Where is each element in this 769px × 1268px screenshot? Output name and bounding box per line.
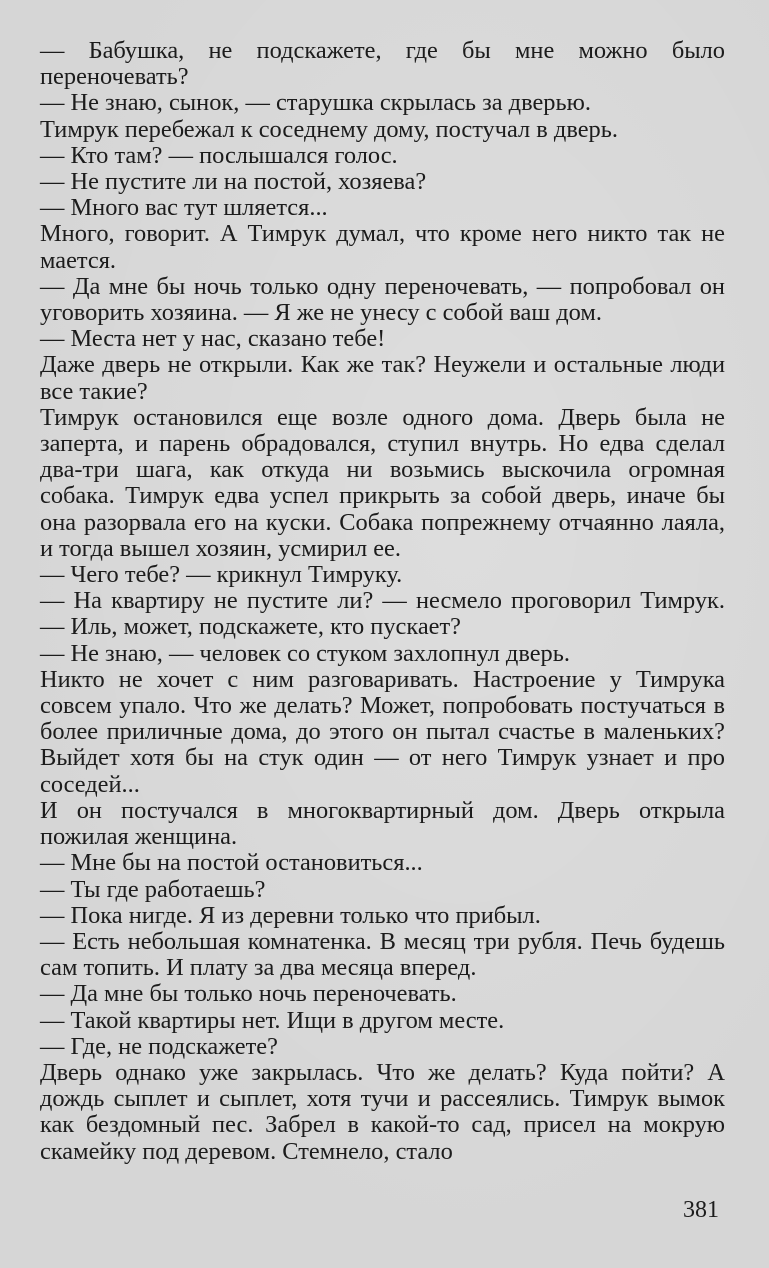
page-text	[40, 38, 725, 1165]
paragraph-12: — Чего тебе? — крикнул Тимруку.	[40, 561, 403, 589]
paragraph-10: Даже дверь не открыли. Как же так? Неужели и остальные люди все такие?	[40, 351, 725, 405]
paragraph-7: Много, говорит. А Тимрук думал, что кроме него никто так не мается.	[40, 220, 725, 274]
paragraph-15: Никто не хочет с ним разговаривать. Настроение у Тимрука совсем упало. Что же делать? Может, попробовать постучаться в более приличные дома, до этого он пытал счастье в маленьких? Выйдет хотя бы на стук один — от него Тимрук узнает и про соседей...	[40, 665, 725, 798]
paragraph-13: — На квартиру не пустите ли? — несмело проговорил Тимрук. — Иль, может, подскажете, кто пускает?	[40, 587, 725, 641]
paragraph-3: Тимрук перебежал к соседнему дому, постучал в дверь.	[40, 115, 618, 143]
paragraph-20: — Есть небольшая комнатенка. В месяц три рубля. Печь будешь сам топить. И плату за два месяца вперед.	[40, 927, 725, 982]
paragraph-8: — Да мне бы ночь только одну переночевать, — попробовал он уговорить хозяина. — Я же не унесу с собой ваш дом.	[40, 272, 725, 327]
paragraph-1: — Бабушка, не подскажете, где бы мне можно было переночевать?	[40, 37, 725, 91]
paragraph-4: — Кто там? — послышался голос.	[40, 141, 398, 169]
paragraph-19: — Пока нигде. Я из деревни только что прибыл.	[40, 901, 541, 929]
paragraph-5: — Не пустите ли на постой, хозяева?	[40, 168, 427, 196]
paragraph-24: Дверь однако уже закрылась. Что же делать? Куда пойти? А дождь сыплет и сыплет, хотя тучи и рассеялись. Тимрук вымок как бездомный пес. Забрел в какой-то сад, присел на мокрую скамейку под деревом. Стемнело, стало	[40, 1058, 725, 1165]
paragraph-23: — Где, не подскажете?	[40, 1032, 278, 1060]
paragraph-18: — Ты где работаешь?	[40, 875, 266, 903]
paragraph-22: — Такой квартиры нет. Ищи в другом месте.	[40, 1006, 505, 1034]
paragraph-6: — Много вас тут шляется...	[40, 194, 328, 222]
paragraph-9: — Места нет у нас, сказано тебе!	[40, 325, 386, 353]
paragraph-16: И он постучался в многоквартирный дом. Дверь открыла пожилая женщина.	[40, 796, 725, 851]
paragraph-11: Тимрук остановился еще возле одного дома. Дверь была не заперта, и парень обрадовался, ступил внутрь. Но едва сделал два-три шага, как откуда ни возьмись выскочила огромная собака. Тимрук едва успел прикрыть за собой дверь, иначе бы она разорвала его на куски. Собака попрежнему отчаянно лаяла, и тогда вышел хозяин, усмирил ее.	[40, 403, 725, 562]
paragraph-21: — Да мне бы только ночь переночевать.	[40, 980, 457, 1008]
page-number: 381	[683, 1197, 719, 1223]
paragraph-14: — Не знаю, — человек со стуком захлопнул дверь.	[40, 639, 570, 667]
paragraph-17: — Мне бы на постой остановиться...	[40, 849, 423, 877]
paragraph-2: — Не знаю, сынок, — старушка скрылась за дверью.	[40, 89, 591, 117]
